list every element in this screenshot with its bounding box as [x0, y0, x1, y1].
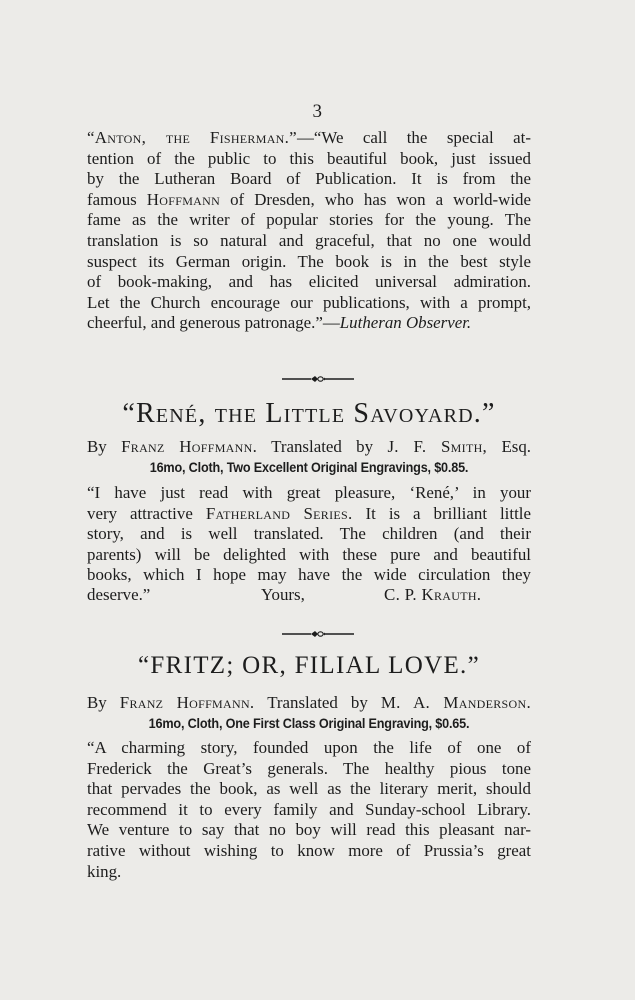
book-fritz-review-line-7: king. [87, 861, 122, 881]
book-rene-translator: J. F. Smith, [387, 437, 488, 456]
book-fritz-review [87, 738, 531, 882]
book-rene-review-line-1: “I have just read with great pleasure, ‘René,’ in your [87, 483, 531, 502]
page-number: 3 [312, 101, 323, 122]
book-rene-yours: Yours, [261, 585, 305, 604]
book-fritz-translator: M. A. Manderson. [380, 693, 531, 712]
section-divider-ornament [0, 627, 635, 641]
review-anton-line-8: of book-making, and has elicited universal admiration. [87, 272, 531, 292]
book-rene-signer: C. P. Krauth. [384, 585, 482, 604]
review-anton-source: Lutheran Observer. [339, 313, 472, 333]
review-anton-paragraph [87, 128, 531, 334]
review-anton-line-5: fame as the writer of popular stories for the young. The [87, 210, 531, 230]
book-rene-author: Franz Hoffmann. [121, 437, 258, 456]
review-anton-line-6: translation is so natural and graceful, that no one would [87, 230, 531, 250]
book-fritz-price: 16mo, Cloth, One First Class Original Engraving, $0.65. [148, 716, 470, 731]
ornament-icon [282, 629, 354, 639]
review-anton-title: “Anton, the Fisherman.” [87, 128, 297, 147]
book-fritz-review-line-6: rative without wishing to know more of Prussia’s great [87, 840, 531, 860]
book-rene-review-line-3: story, and is well translated. The children (and their [87, 524, 531, 544]
book-rene-closing: deserve.” [87, 585, 151, 604]
book-rene-price: 16mo, Cloth, Two Excellent Original Engravings, $0.85. [149, 460, 469, 475]
review-anton-line-4: famous Hoffmann of Dresden, who has won a world-wide [87, 189, 531, 209]
review-anton-author: Hoffmann [146, 189, 221, 209]
book-fritz-author: Franz Hoffmann. [119, 693, 255, 712]
section-divider-ornament [0, 372, 635, 386]
book-rene-series: Fatherland Series. [205, 503, 353, 523]
book-rene-title: “René, the Little Savoyard.” [122, 398, 496, 429]
review-anton-line-1: “Anton, the Fisherman.”—“We call the special at- [87, 128, 531, 147]
book-fritz-title: “FRITZ; OR, FILIAL LOVE.” [138, 652, 480, 679]
book-fritz-review-line-3: that pervades the book, as well as the literary merit, should [87, 779, 531, 799]
review-anton-line-9: Let the Church encourage our publications, with a prompt, [87, 292, 531, 312]
book-rene-review-line-4: parents) will be delighted with these pure and beautiful [87, 544, 531, 564]
book-fritz-review-line-5: We venture to say that no boy will read this pleasant nar- [87, 820, 531, 840]
review-anton-line-7: suspect its German origin. The book is in the best style [87, 251, 531, 271]
book-fritz-review-line-4: recommend it to every family and Sunday-school Library. [87, 799, 531, 819]
review-anton-line-2: tention of the public to this beautiful book, just issued [87, 148, 531, 168]
book-rene-byline: By Franz Hoffmann. Translated by J. F. Smith, Esq. [87, 437, 531, 456]
book-fritz-byline: By Franz Hoffmann. Translated by M. A. Manderson. [87, 693, 531, 712]
book-rene-review-line-2: very attractive Fatherland Series. It is a brilliant little [87, 503, 531, 523]
ornament-icon [282, 374, 354, 384]
review-anton-line-10: cheerful, and generous patronage.”—Lutheran Observer. [87, 313, 472, 333]
book-rene-review [87, 483, 531, 586]
book-fritz-review-line-1: “A charming story, founded upon the life of one of [87, 738, 531, 757]
review-anton-line-3: by the Lutheran Board of Publication. It is from the [87, 169, 531, 189]
book-rene-review-line-5: books, which I hope may have the wide circulation they [87, 565, 531, 585]
book-fritz-review-line-2: Frederick the Great’s generals. The healthy pious tone [87, 758, 531, 778]
